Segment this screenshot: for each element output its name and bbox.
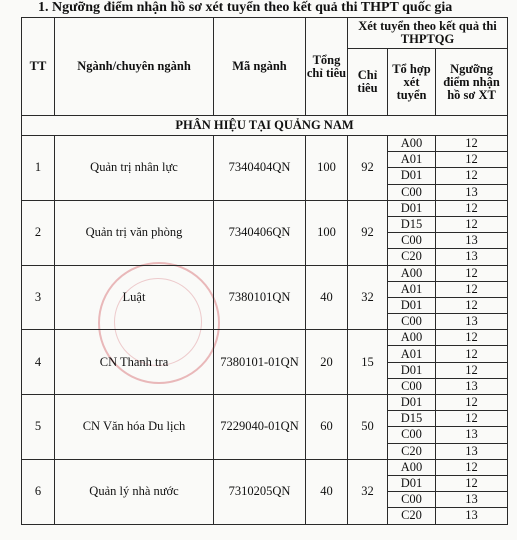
cell-threshold: 12	[436, 168, 508, 184]
cell-combo: C00	[388, 427, 436, 443]
cell-threshold: 13	[436, 427, 508, 443]
cell-code: 7340404QN	[214, 136, 306, 201]
cell-sub-quota: 15	[348, 330, 388, 395]
cell-threshold: 12	[436, 475, 508, 491]
cell-threshold: 12	[436, 136, 508, 152]
cell-sub-quota: 50	[348, 395, 388, 460]
cell-threshold: 12	[436, 216, 508, 232]
cell-threshold: 12	[436, 200, 508, 216]
table-row	[22, 265, 508, 281]
header-major: Ngành/chuyên ngành	[55, 18, 214, 116]
cell-threshold: 12	[436, 346, 508, 362]
cell-combo: C00	[388, 233, 436, 249]
cell-combo: C20	[388, 443, 436, 459]
section-row-campus: PHÂN HIỆU TẠI QUẢNG NAM	[22, 116, 508, 136]
cell-major: Quản trị nhân lực	[55, 136, 214, 201]
cell-combo: C00	[388, 378, 436, 394]
cell-code: 7380101QN	[214, 265, 306, 330]
cell-combo: D01	[388, 395, 436, 411]
cell-code: 7310205QN	[214, 459, 306, 524]
admission-threshold-table	[21, 17, 508, 525]
cell-threshold: 12	[436, 281, 508, 297]
cell-total-quota: 40	[306, 265, 348, 330]
cell-threshold: 13	[436, 378, 508, 394]
cell-threshold: 12	[436, 297, 508, 313]
cell-threshold: 12	[436, 330, 508, 346]
cell-code: 7340406QN	[214, 200, 306, 265]
cell-threshold: 12	[436, 395, 508, 411]
cell-threshold: 13	[436, 508, 508, 524]
cell-tt: 2	[22, 200, 55, 265]
cell-total-quota: 100	[306, 200, 348, 265]
cell-major: Quản trị văn phòng	[55, 200, 214, 265]
cell-total-quota: 20	[306, 330, 348, 395]
cell-sub-quota: 92	[348, 200, 388, 265]
cell-combo: C20	[388, 508, 436, 524]
cell-sub-quota: 32	[348, 459, 388, 524]
cell-combo: A01	[388, 281, 436, 297]
header-thptqg-group: Xét tuyển theo kết quả thi THPTQG	[348, 18, 508, 49]
table-row	[22, 200, 508, 216]
cell-combo: D15	[388, 411, 436, 427]
cell-combo: C00	[388, 314, 436, 330]
cell-combo: A00	[388, 330, 436, 346]
cell-combo: C20	[388, 249, 436, 265]
cell-tt: 1	[22, 136, 55, 201]
cell-threshold: 12	[436, 362, 508, 378]
cell-threshold: 12	[436, 411, 508, 427]
cell-combo: A00	[388, 459, 436, 475]
cell-threshold: 13	[436, 443, 508, 459]
cell-code: 7229040-01QN	[214, 395, 306, 460]
cell-sub-quota: 32	[348, 265, 388, 330]
cell-threshold: 12	[436, 265, 508, 281]
cell-combo: D01	[388, 168, 436, 184]
cell-combo: A01	[388, 152, 436, 168]
cell-major: Quản lý nhà nước	[55, 459, 214, 524]
cell-combo: D01	[388, 475, 436, 491]
cell-total-quota: 60	[306, 395, 348, 460]
cell-combo: C00	[388, 184, 436, 200]
cell-combo: A00	[388, 136, 436, 152]
cell-combo: D01	[388, 297, 436, 313]
cell-total-quota: 40	[306, 459, 348, 524]
header-tt: TT	[22, 18, 55, 116]
header-combo: Tổ hợp xét tuyển	[388, 49, 436, 116]
cell-sub-quota: 92	[348, 136, 388, 201]
cell-combo: A00	[388, 265, 436, 281]
cell-code: 7380101-01QN	[214, 330, 306, 395]
cell-combo: A01	[388, 346, 436, 362]
cell-tt: 6	[22, 459, 55, 524]
cell-threshold: 13	[436, 314, 508, 330]
table-row	[22, 395, 508, 411]
cell-major: CN Văn hóa Du lịch	[55, 395, 214, 460]
table-row	[22, 136, 508, 152]
header-threshold: Ngưỡng điểm nhận hồ sơ XT	[436, 49, 508, 116]
cell-tt: 3	[22, 265, 55, 330]
cell-threshold: 13	[436, 184, 508, 200]
cell-threshold: 13	[436, 233, 508, 249]
header-total-quota: Tổng chỉ tiêu	[306, 18, 348, 116]
cell-major: Luật	[55, 265, 214, 330]
cell-threshold: 12	[436, 459, 508, 475]
header-code: Mã ngành	[214, 18, 306, 116]
cell-combo: D01	[388, 362, 436, 378]
cell-combo: D01	[388, 200, 436, 216]
cell-tt: 5	[22, 395, 55, 460]
table-row	[22, 459, 508, 475]
cell-tt: 4	[22, 330, 55, 395]
cell-threshold: 12	[436, 152, 508, 168]
cell-major: CN Thanh tra	[55, 330, 214, 395]
table-row	[22, 330, 508, 346]
cell-combo: C00	[388, 492, 436, 508]
section-heading: 1. Ngưỡng điểm nhận hồ sơ xét tuyển theo kết quả thi THPT quốc gia	[38, 0, 453, 15]
cell-threshold: 13	[436, 249, 508, 265]
cell-total-quota: 100	[306, 136, 348, 201]
cell-threshold: 13	[436, 492, 508, 508]
header-sub-quota: Chỉ tiêu	[348, 49, 388, 116]
cell-combo: D15	[388, 216, 436, 232]
